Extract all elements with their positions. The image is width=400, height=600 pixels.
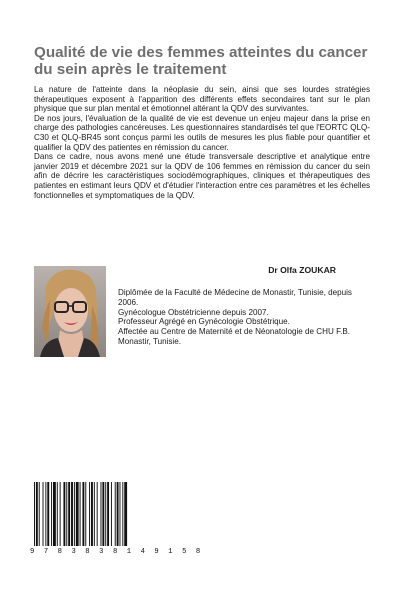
barcode-bar	[97, 482, 98, 546]
barcode-bar	[57, 482, 58, 546]
barcode-bar	[107, 482, 109, 546]
isbn-digits: 9 7 8 3 8 3 8 1 4 9 1 5 8	[30, 548, 203, 556]
abstract-paragraph: De nos jours, l'évaluation de la qualité de vie est devenue un enjeu majeur dans la prise en charge des pathologies cancéreuses. Les questionnaires standardisés tel que l'EORTC QLQ-C30 et QLQ-BR45 sont conçus parmi les outils de mesures les plus fiable pour quantifier et qualifier la QDV des patientes en rémission du cancer.	[34, 113, 370, 152]
barcode-bar	[80, 482, 81, 546]
barcode-bar	[68, 482, 70, 546]
barcode-bar	[115, 482, 116, 546]
barcode-bar	[53, 482, 56, 546]
barcode-bar	[76, 482, 79, 546]
bio-line: Affectée au Centre de Maternité et de Néonatologie de CHU F.B. Monastir, Tunisie.	[118, 327, 351, 346]
barcode-bar	[85, 482, 86, 546]
isbn-barcode	[28, 480, 203, 560]
barcode-bar	[74, 482, 75, 546]
barcode-bar	[36, 482, 38, 546]
barcode-bar	[63, 482, 65, 546]
bio-line: Diplômée de la Faculté de Médecine de Monastir, Tunisie, depuis 2006.	[118, 288, 352, 307]
barcode-bar	[91, 482, 93, 546]
barcode-bar	[94, 482, 95, 546]
barcode-bar	[39, 482, 40, 546]
bio-line: Gynécologue Obstétricienne depuis 2007.	[118, 307, 269, 317]
barcode-bar	[105, 482, 106, 546]
barcode-bar	[117, 482, 119, 546]
bio-line: Professeur Agrégé en Gynécologie Obstétrique.	[118, 317, 290, 327]
barcode-bar	[101, 482, 102, 546]
barcode-bar	[71, 482, 73, 546]
barcode-bar	[111, 482, 112, 546]
abstract-paragraph: La nature de l'atteinte dans la néoplasie du sein, ainsi que ses lourdes stratégies thérapeutiques exposent à l'apparition des différents effets secondaires tant sur le plan physique que sur plan mental et émotionnel altérant la QDV des survivantes.	[34, 85, 370, 114]
barcode-bar	[45, 482, 46, 546]
barcode-bar	[122, 482, 123, 546]
barcode-bar	[124, 482, 127, 546]
barcode-bar	[89, 482, 90, 546]
author-bio	[118, 288, 370, 347]
barcode-bar	[34, 482, 35, 546]
book-abstract	[34, 85, 370, 200]
barcode-bar	[120, 482, 121, 546]
book-title: Qualité de vie des femmes atteintes du cancer du sein après le traitement	[34, 44, 368, 78]
barcode-bar	[102, 482, 104, 546]
author-photo	[34, 266, 106, 357]
barcode-bar	[66, 482, 67, 546]
barcode-bar	[51, 482, 52, 546]
abstract-paragraph: Dans ce cadre, nous avons mené une étude transversale descriptive et analytique entre janvier 2019 et décembre 2021 sur la QDV de 106 femmes en rémission du cancer du sein afin de décrire les caractéristiques sociodémographiques, cliniques et thérapeutiques des patientes en estimant leurs QDV et d'étudier l'interaction entre ces paramètres et les échelles fonctionnelles et symptomatiques de la QDV.	[34, 152, 370, 200]
author-name: Dr Olfa ZOUKAR	[268, 265, 336, 275]
author-portrait-image	[34, 266, 106, 357]
barcode-bar	[82, 482, 84, 546]
barcode-bar	[60, 482, 61, 546]
barcode-bars	[28, 480, 168, 548]
barcode-bar	[43, 482, 44, 546]
barcode-bar	[47, 482, 49, 546]
